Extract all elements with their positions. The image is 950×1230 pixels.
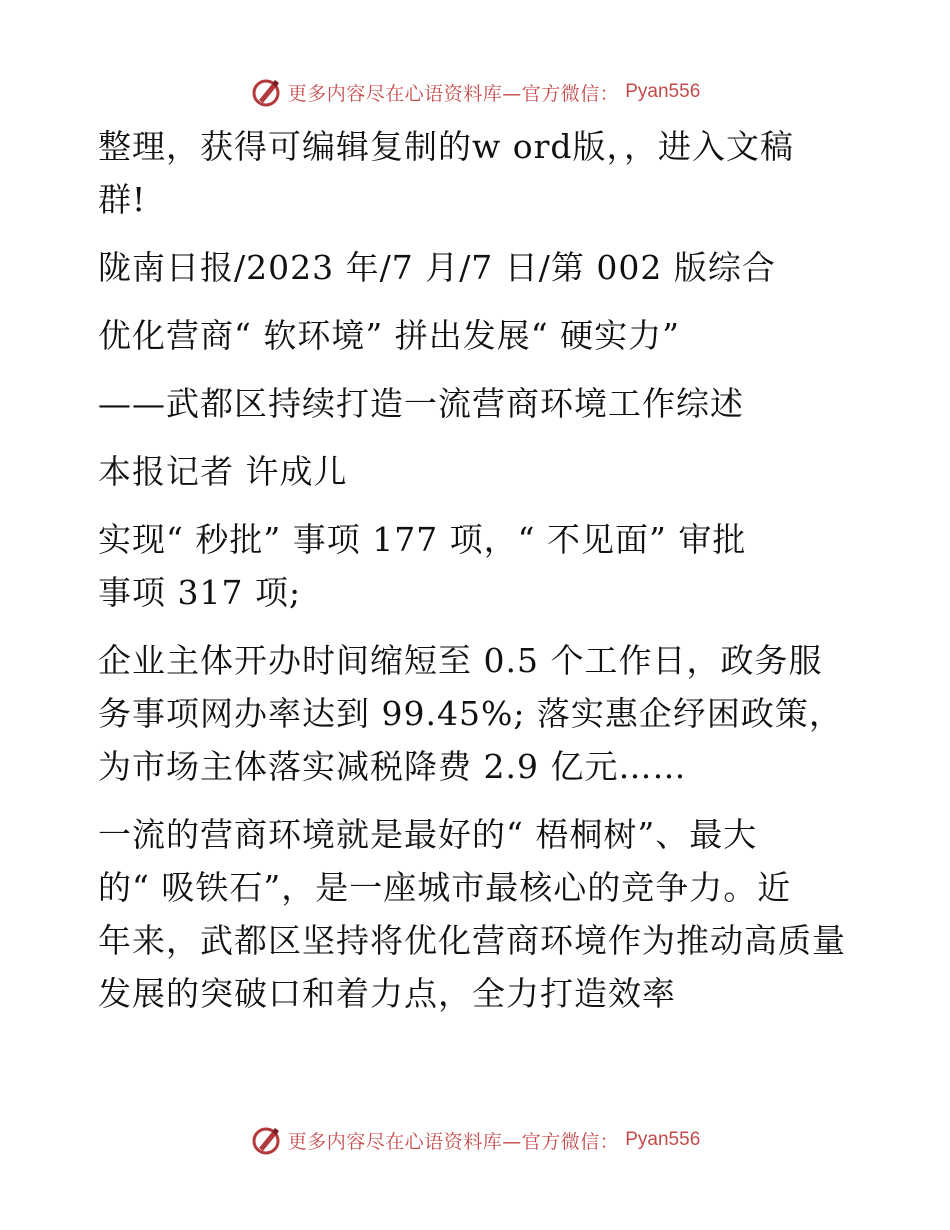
paragraph-source	[98, 241, 858, 294]
pen-logo-icon	[250, 76, 282, 108]
text-line: 本报记者 许成儿	[98, 452, 348, 491]
text-line: 的“ 吸铁石”，是一座城市最核心的竞争力。近	[98, 868, 792, 907]
text-line: 企业主体开办时间缩短至 0.5 个工作日，政务服	[98, 641, 823, 680]
document-body	[98, 120, 858, 1035]
article-byline	[98, 445, 858, 498]
pen-logo-icon	[250, 1124, 282, 1156]
text-line: 群!	[98, 180, 147, 219]
text-line: 整理，获得可编辑复制的w ord版，，进入文稿	[98, 127, 795, 166]
watermark-text: 更多内容尽在心语资料库—官方微信：	[287, 1130, 620, 1153]
paragraph-intro	[98, 120, 858, 226]
text-line: 为市场主体落实减税降费 2.9 亿元……	[98, 747, 687, 786]
text-line: ——武都区持续打造一流营商环境工作综述	[98, 384, 744, 423]
article-title	[98, 309, 858, 362]
watermark-wechat-id: Pyan556	[625, 1129, 701, 1150]
text-line: 一流的营商环境就是最好的“ 梧桐树”、最大	[98, 815, 758, 854]
watermark-text: 更多内容尽在心语资料库—官方微信：	[287, 82, 620, 105]
text-line: 发展的突破口和着力点，全力打造效率	[98, 974, 676, 1013]
watermark-wechat-id: Pyan556	[625, 81, 701, 102]
text-line: 优化营商“ 软环境” 拼出发展“ 硬实力”	[98, 316, 680, 355]
paragraph-environment	[98, 808, 858, 1020]
text-line: 陇南日报/2023 年/7 月/7 日/第 002 版综合	[98, 248, 776, 287]
text-line: 实现“ 秒批” 事项 177 项，“ 不见面” 审批	[98, 520, 747, 559]
article-subtitle	[98, 377, 858, 430]
header-watermark	[0, 72, 950, 112]
text-line: 事项 317 项;	[98, 573, 302, 612]
paragraph-enterprise	[98, 634, 858, 793]
text-line: 务事项网办率达到 99.45%; 落实惠企纾困政策，	[98, 694, 843, 733]
text-line: 年来，武都区坚持将优化营商环境作为推动高质量	[98, 921, 846, 960]
paragraph-approvals	[98, 513, 858, 619]
footer-watermark	[0, 1120, 950, 1160]
